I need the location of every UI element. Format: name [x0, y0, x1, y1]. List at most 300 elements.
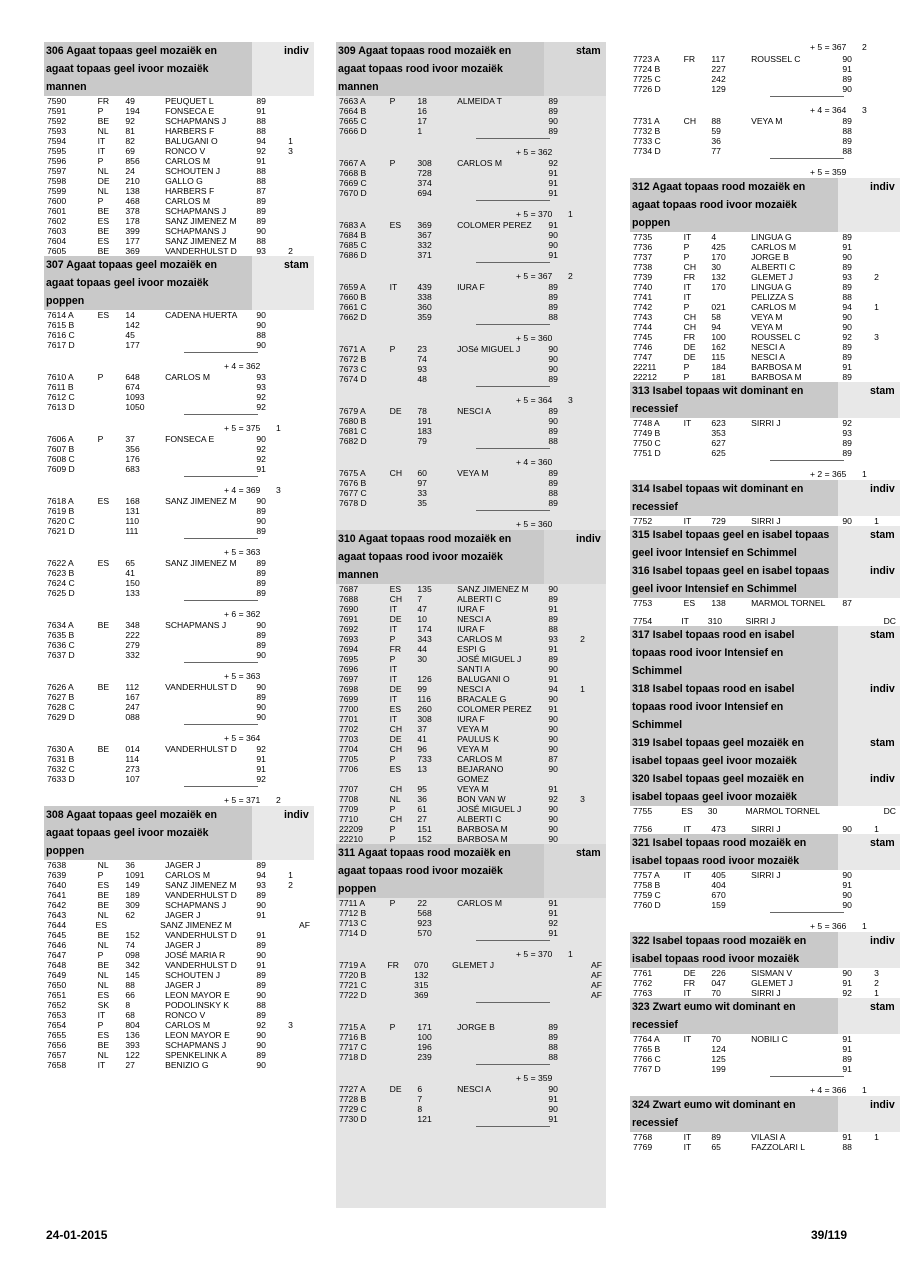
entry-row: [336, 990, 606, 1000]
entry-row: [630, 1044, 900, 1054]
remark: [310, 340, 314, 350]
exhibitor-name: [457, 374, 548, 384]
exhibitor-name: COLOMER PEREZ: [457, 704, 532, 714]
remark: [310, 774, 314, 784]
exhibitor-name: NESCI A: [457, 1084, 492, 1094]
remark: [896, 978, 900, 988]
entry-row: [336, 106, 606, 116]
exhibitor-name: RONCO V: [165, 146, 206, 156]
prize: [288, 310, 310, 320]
entry-number: 670: [711, 890, 726, 900]
exhibitor-name: SANTI A: [457, 664, 491, 674]
country: CH: [389, 784, 403, 794]
exhibitor-name: BON VAN W: [457, 794, 506, 804]
entry-row: [44, 226, 314, 236]
ring-number: 7630 A: [47, 744, 74, 754]
prize: [874, 116, 896, 126]
entry-row: [630, 978, 900, 988]
remark: [602, 220, 606, 230]
prize: 1: [288, 870, 293, 880]
total-prize: 2: [568, 271, 573, 281]
entry-row: [44, 940, 314, 950]
entry-number: 10: [417, 614, 427, 624]
ring-number: 7714 D: [339, 928, 367, 938]
exhibitor-name: JORGE B: [751, 252, 789, 262]
country: P: [389, 654, 396, 664]
country: ES: [97, 310, 110, 320]
score: 90: [256, 516, 266, 526]
total-score: + 5 = 371: [224, 795, 261, 805]
entry-number: 131: [125, 506, 140, 516]
total-rule: [476, 940, 550, 941]
entry-row: [630, 900, 900, 910]
ring-number: 7638: [47, 860, 67, 870]
entry-row: [44, 196, 314, 206]
country: P: [97, 950, 104, 960]
prize: 2: [288, 246, 293, 256]
remark: [310, 226, 314, 236]
score: 89: [548, 498, 558, 508]
prize: [288, 578, 310, 588]
entry-row: [336, 364, 606, 374]
prize: [874, 64, 896, 74]
ring-number: 7648: [47, 960, 67, 970]
ring-number: 7764 A: [633, 1034, 660, 1044]
score: 91: [548, 908, 558, 918]
entry-row: [44, 702, 314, 712]
country: FR: [683, 978, 696, 988]
remark: [602, 168, 606, 178]
entry-number: 226: [711, 968, 726, 978]
score: 91: [548, 898, 558, 908]
entry-row: [44, 630, 314, 640]
entry-number: 107: [125, 774, 140, 784]
ring-number: 7650: [47, 980, 67, 990]
prize: 3: [874, 332, 879, 342]
score: 91: [548, 250, 558, 260]
entry-row: [336, 960, 606, 970]
ring-number: 7661 C: [339, 302, 367, 312]
entry-number: 8: [417, 1104, 423, 1114]
prize: [580, 302, 602, 312]
class-header: [336, 880, 606, 898]
remark: [310, 1010, 314, 1020]
class-header: [630, 214, 900, 232]
entry-number: 439: [417, 282, 432, 292]
remark: [310, 568, 314, 578]
total-rule: [184, 476, 258, 477]
exhibitor-name: VEYA M: [457, 744, 489, 754]
score: 89: [256, 1050, 266, 1060]
remark: [602, 928, 606, 938]
entry-number: 171: [417, 1022, 432, 1032]
prize: [288, 126, 310, 136]
ring-number: 7718 D: [339, 1052, 367, 1062]
score: 91: [842, 880, 852, 890]
ring-number: 7739: [633, 272, 653, 282]
exhibitor-name: SCHAPMANS J: [165, 116, 227, 126]
prize: [570, 990, 591, 1000]
exhibitor-name: GLEMET J: [452, 960, 495, 970]
remark: [602, 406, 606, 416]
country: [390, 240, 418, 250]
country: [98, 578, 126, 588]
exhibitor-name: [457, 436, 548, 446]
entry-row: [44, 310, 314, 320]
ring-number: 7671 A: [339, 344, 366, 354]
remark: [310, 1020, 314, 1030]
exhibitor-name: LEON MAYOR E: [165, 990, 230, 1000]
entry-row: [630, 1064, 900, 1074]
prize: [874, 372, 896, 382]
entry-number: 923: [417, 918, 432, 928]
prize: [580, 468, 602, 478]
ring-number: 7662 D: [339, 312, 367, 322]
score: 94: [548, 684, 558, 694]
remark: [310, 990, 314, 1000]
score: 91: [842, 242, 852, 252]
ring-number: 7642: [47, 900, 67, 910]
entry-row: [336, 188, 606, 198]
entry-row: [44, 156, 314, 166]
exhibitor-name: IURA F: [457, 714, 485, 724]
class-kind: indiv: [838, 680, 900, 698]
ring-number: 7688: [339, 594, 359, 604]
ring-number: 7740: [633, 282, 653, 292]
entry-row: [630, 988, 900, 998]
entry-row: [630, 116, 900, 126]
score: 90: [256, 682, 266, 692]
entry-row: [44, 1020, 314, 1030]
entry-number: 65: [125, 558, 135, 568]
score: 89: [548, 106, 558, 116]
ring-number: 7753: [633, 598, 653, 608]
entry-row: [44, 880, 314, 890]
country: DE: [683, 342, 696, 352]
country: [390, 1114, 418, 1124]
score: 91: [256, 764, 266, 774]
team-total: [336, 136, 606, 158]
entry-number: 374: [417, 178, 432, 188]
entry-row: [336, 714, 606, 724]
class-title: topaas rood ivoor Intensief en: [632, 701, 784, 713]
exhibitor-name: PODOLINSKY K: [165, 1000, 229, 1010]
score: 91: [842, 1132, 852, 1142]
remark: [896, 372, 900, 382]
country: [390, 292, 418, 302]
prize: [580, 436, 602, 446]
score: 90: [256, 320, 266, 330]
ring-number: 22209: [339, 824, 363, 834]
remark: [602, 594, 606, 604]
class-kind: [544, 60, 606, 78]
ring-number: 7693: [339, 634, 359, 644]
team-total: [44, 784, 314, 806]
ring-number: 7682 D: [339, 436, 367, 446]
prize: [288, 1050, 310, 1060]
country: P: [389, 804, 396, 814]
remark: [602, 1052, 606, 1062]
exhibitor-name: [165, 754, 256, 764]
ring-number: 7722 D: [339, 990, 367, 1000]
class-title: Schimmel: [632, 719, 683, 731]
ring-number: 7677 C: [339, 488, 367, 498]
class-kind: [252, 78, 314, 96]
score: 90: [548, 824, 558, 834]
prize: [580, 168, 602, 178]
remark: [310, 1060, 314, 1070]
class-kind: indiv: [252, 42, 314, 60]
country: DE: [389, 684, 402, 694]
prize: 3: [874, 968, 879, 978]
team-total: [630, 458, 900, 480]
entry-row: [44, 392, 314, 402]
exhibitor-name: [457, 426, 548, 436]
score: 90: [548, 354, 558, 364]
total-rule: [476, 448, 550, 449]
exhibitor-name: [165, 650, 256, 660]
score: 88: [256, 166, 266, 176]
ring-number: 7686 D: [339, 250, 367, 260]
entry-number: 95: [417, 784, 427, 794]
entry-number: 115: [711, 352, 726, 362]
entry-number: 100: [417, 1032, 432, 1042]
class-header: [630, 680, 900, 698]
score: 90: [548, 814, 558, 824]
remark: [602, 354, 606, 364]
entry-number: 273: [125, 764, 140, 774]
entry-row: [44, 126, 314, 136]
prize: [580, 744, 602, 754]
entry-number: 150: [125, 578, 140, 588]
class-kind: indiv: [838, 480, 900, 498]
country: [390, 1104, 418, 1114]
team-total: [336, 1062, 606, 1084]
ring-number: 7742: [633, 302, 653, 312]
total-rule: [184, 786, 258, 787]
entry-number: 070: [414, 960, 429, 970]
class-kind: [252, 60, 314, 78]
ring-number: 7590: [47, 96, 67, 106]
score: 89: [548, 426, 558, 436]
entry-number: 117: [711, 54, 726, 64]
entry-number: 122: [125, 1050, 140, 1060]
prize: [580, 644, 602, 654]
score: 92: [256, 444, 266, 454]
ring-number: 7646: [47, 940, 67, 950]
total-score: + 4 = 360: [516, 457, 553, 467]
total-rule: [476, 510, 550, 511]
exhibitor-name: [751, 880, 842, 890]
exhibitor-name: [165, 516, 256, 526]
entry-number: 191: [417, 416, 432, 426]
country: [684, 1064, 712, 1074]
country: P: [683, 252, 690, 262]
entry-row: [336, 230, 606, 240]
score: 91: [842, 978, 852, 988]
team-total: [336, 198, 606, 220]
entry-number: 100: [711, 332, 726, 342]
entry-number: 159: [711, 900, 726, 910]
exhibitor-name: [165, 774, 256, 784]
country: ES: [683, 598, 696, 608]
country: CH: [389, 468, 403, 478]
score: 92: [256, 774, 266, 784]
entry-number: 310: [707, 616, 723, 626]
exhibitor-name: [457, 416, 548, 426]
entry-row: [336, 1104, 606, 1114]
entry-row: [630, 136, 900, 146]
entry-number: 170: [711, 252, 726, 262]
spacer: [630, 608, 900, 616]
country: SK: [97, 1000, 110, 1010]
total-score: + 2 = 365: [810, 469, 847, 479]
score: 89: [256, 96, 266, 106]
country: IT: [683, 870, 692, 880]
country: P: [389, 96, 396, 106]
ring-number: 7622 A: [47, 558, 74, 568]
entry-number: 60: [417, 468, 427, 478]
entry-row: [44, 206, 314, 216]
class-title: 311 Agaat topaas rood mozaiëk en: [338, 847, 511, 859]
score: 94: [256, 870, 266, 880]
prize: [580, 354, 602, 364]
remark: [310, 126, 314, 136]
class-header: [630, 998, 900, 1016]
remark: [602, 478, 606, 488]
total-score: + 4 = 366: [810, 1085, 847, 1095]
ring-number: 7620 C: [47, 516, 75, 526]
prize: [580, 824, 602, 834]
entry-row: [336, 240, 606, 250]
exhibitor-name: [165, 588, 256, 598]
class-title: agaat topaas rood ivoor mozaiëk: [338, 551, 503, 563]
country: DE: [97, 176, 110, 186]
team-total: [336, 322, 606, 344]
exhibitor-name: JAGER J: [165, 980, 201, 990]
entry-row: [44, 1050, 314, 1060]
entry-row: [336, 1084, 606, 1094]
class-title: mannen: [46, 81, 87, 93]
entry-number: 18: [417, 96, 427, 106]
exhibitor-name: GALLO G: [165, 176, 203, 186]
exhibitor-name: ESPI G: [457, 644, 486, 654]
country: [390, 178, 418, 188]
score: 88: [842, 292, 852, 302]
entry-number: 77: [711, 146, 721, 156]
score: 91: [548, 644, 558, 654]
score: [833, 616, 863, 626]
entry-row: [630, 312, 900, 322]
exhibitor-name: LINGUA G: [751, 282, 792, 292]
country: [98, 382, 126, 392]
ring-number: 7615 B: [47, 320, 75, 330]
remark: [896, 362, 900, 372]
prize: [580, 664, 602, 674]
prize: [874, 252, 896, 262]
exhibitor-name: CARLOS M: [457, 898, 502, 908]
entry-row: [336, 478, 606, 488]
entry-number: 6: [417, 1084, 423, 1094]
country: IT: [683, 1034, 692, 1044]
entry-row: [44, 1010, 314, 1020]
entry-row: [336, 784, 606, 794]
ring-number: 7762: [633, 978, 653, 988]
ring-number: 7715 A: [339, 1022, 366, 1032]
prize: 3: [288, 1020, 293, 1030]
country: [98, 444, 126, 454]
country: [98, 516, 126, 526]
prize: [580, 694, 602, 704]
total-score: + 5 = 364: [224, 733, 261, 743]
prize: [863, 806, 884, 816]
country: FR: [683, 54, 696, 64]
country: P: [683, 302, 690, 312]
score: 90: [256, 340, 266, 350]
score: 93: [842, 428, 852, 438]
prize: [580, 1022, 602, 1032]
entry-number: 36: [711, 136, 721, 146]
score: 90: [548, 764, 558, 774]
exhibitor-name: SANZ JIMENEZ M: [165, 216, 237, 226]
country: [684, 146, 712, 156]
entry-row: [630, 272, 900, 282]
score: 90: [842, 968, 852, 978]
exhibitor-name: [457, 302, 548, 312]
class-title: agaat topaas rood ivoor mozaiëk: [338, 63, 503, 75]
country: [390, 498, 418, 508]
remark: [896, 84, 900, 94]
class-title: 319 Isabel topaas geel mozaiëk en: [632, 737, 804, 749]
country: IT: [389, 604, 398, 614]
score: 89: [548, 1022, 558, 1032]
score: 90: [256, 650, 266, 660]
prize: [288, 990, 310, 1000]
score: 94: [842, 302, 852, 312]
country: [390, 416, 418, 426]
exhibitor-name: SCHOUTEN J: [165, 166, 221, 176]
country: [98, 506, 126, 516]
entry-number: 13: [417, 764, 427, 774]
entry-row: [44, 236, 314, 246]
total-score: + 5 = 363: [224, 671, 261, 681]
entry-number: 124: [711, 1044, 726, 1054]
entry-row: [44, 712, 314, 722]
prize: [874, 418, 896, 428]
remark: [310, 516, 314, 526]
country: P: [683, 362, 690, 372]
ring-number: 7592: [47, 116, 67, 126]
ring-number: 7595: [47, 146, 67, 156]
entry-number: 804: [125, 1020, 140, 1030]
entry-row: [44, 1030, 314, 1040]
ring-number: 7603: [47, 226, 67, 236]
score: 88: [256, 116, 266, 126]
entry-number: 62: [125, 910, 135, 920]
team-total: [44, 536, 314, 558]
exhibitor-name: [165, 330, 256, 340]
entry-number: 399: [125, 226, 140, 236]
class-title: poppen: [46, 295, 85, 307]
entry-number: 41: [417, 734, 427, 744]
entry-number: 348: [125, 620, 140, 630]
entry-row: [44, 774, 314, 784]
remark: [602, 1022, 606, 1032]
country: BE: [97, 900, 110, 910]
entry-number: 194: [125, 106, 140, 116]
score: [833, 806, 863, 816]
entry-number: 138: [711, 598, 726, 608]
